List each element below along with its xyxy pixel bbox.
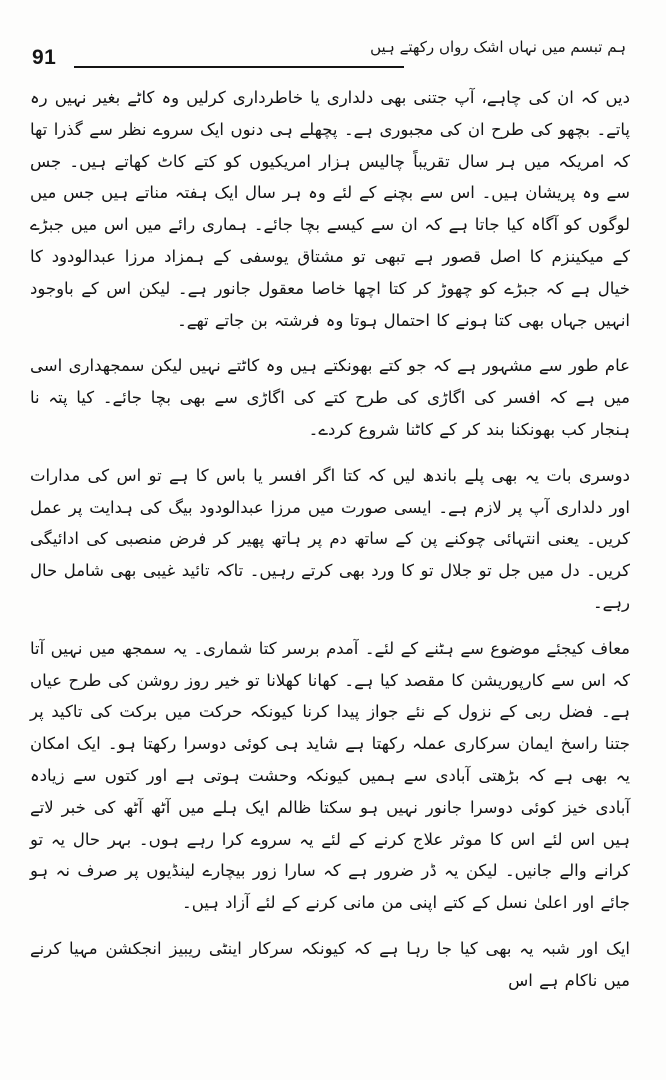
paragraph-1: دیں کہ ان کی چاہے، آپ جتنی بھی دلداری یا خاطرداری کرلیں وہ کاٹے بغیر نہیں رہ پاتے۔ بچھو کی طرح ان کی مجبوری ہے۔ پچھلے ہی دنوں ایک سروے نظر سے گذرا تھا کہ امریکہ میں ہر سال تقریباً چالیس ہزار امریکیوں کو کتے کاٹ کھاتے ہیں۔ جس سے وہ پریشان ہیں۔ اس سے بچنے کے لئے وہ ہر سال ایک ہفتہ مناتے ہیں جس میں لوگوں کو آگاہ کیا جاتا ہے کہ ان سے کیسے بچا جائے۔ ہماری رائے میں اس میں جبڑے کے میکینزم کا اصل قصور ہے تبھی تو مشتاق یوسفی کے ہمزاد مرزا عبدالودود کا خیال ہے کہ جبڑے کو چھوڑ کر کتا اچھا خاصا معقول جانور ہے۔ لیکن اس کے باوجود انہیں جہاں بھی کتا ہونے کا احتمال ہوتا وہ فرشتہ بن جاتے تھے۔ <box>30 88 630 330</box>
paragraph-3: دوسری بات یہ بھی پلے باندھ لیں کہ کتا اگر افسر یا باس کا ہے تو اس کی مدارات اور دلداری آپ پر لازم ہے۔ ایسی صورت میں مرزا عبدالودود بیگ کی ہدایت پر عمل کریں۔ یعنی انتہائی چوکنے پن کے ساتھ دم پر ہاتھ پھیر کر فرض منصبی کی ادائیگی کریں۔ دل میں جل تو جلال تو کا ورد بھی کرتے رہیں۔ تاکہ تائید غیبی بھی شامل حال رہے۔ <box>30 465 630 612</box>
paragraph-2: عام طور سے مشہور ہے کہ جو کتے بھونکتے ہیں وہ کاٹتے نہیں لیکن سمجھداری اسی میں ہے کہ افسر کی اگاڑی کی طرح کتے کی اگاڑی سے بھی بچا جائے۔ کیا پتہ نا ہنجار کب بھونکنا بند کر کے کاٹنا شروع کردے۔ <box>30 356 630 439</box>
paragraph-4: معاف کیجئے موضوع سے ہٹنے کے لئے۔ آمدم برسر کتا شماری۔ یہ سمجھ میں نہیں آتا کہ اس سے کارپوریشن کا مقصد کیا ہے۔ کھانا کھلانا تو خیر روز روشن کی طرح عیاں ہے۔ فضل ربی کے نزول کے نئے جواز پیدا کرنا کیونکہ حرکت میں برکت کی تاکید پر جتنا راسخ ایمان سرکاری عملہ رکھتا ہے شاید ہی کوئی دوسرا رکھتا ہو۔ ایک امکان یہ بھی ہے کہ بڑھتی آبادی سے ہمیں کیونکہ وحشت ہوتی ہے اور کتوں سے زیادہ آبادی خیز کوئی دوسرا جانور نہیں ہو سکتا ظالم ایک ہلے میں آٹھ آٹھ کی خبر لاتے ہیں اس لئے اس کا موثر علاج کرنے کے لئے یہ سروے کرا رہے ہوں۔ بہر حال یہ تو کرانے والے جانیں۔ لیکن یہ ڈر ضرور ہے کہ سارا زور بیچارے لینڈیوں پر صرف نہ ہو جائے اور اعلیٰ نسل کے کتے اپنی من مانی کرنے کے لئے آزاد ہیں۔ <box>30 638 630 913</box>
paragraph-5: ایک اور شبہ یہ بھی کیا جا رہا ہے کہ کیونکہ سرکار اینٹی ریبیز انجکشن مہیا کرنے میں ناکام ہے اس <box>30 938 630 990</box>
page-number: 91 <box>32 46 57 69</box>
header-rule <box>74 66 404 68</box>
page-header <box>32 36 626 70</box>
running-title: ہم تبسم میں نہاں اشک رواں رکھتے ہیں <box>370 38 626 56</box>
body-text <box>30 82 630 997</box>
